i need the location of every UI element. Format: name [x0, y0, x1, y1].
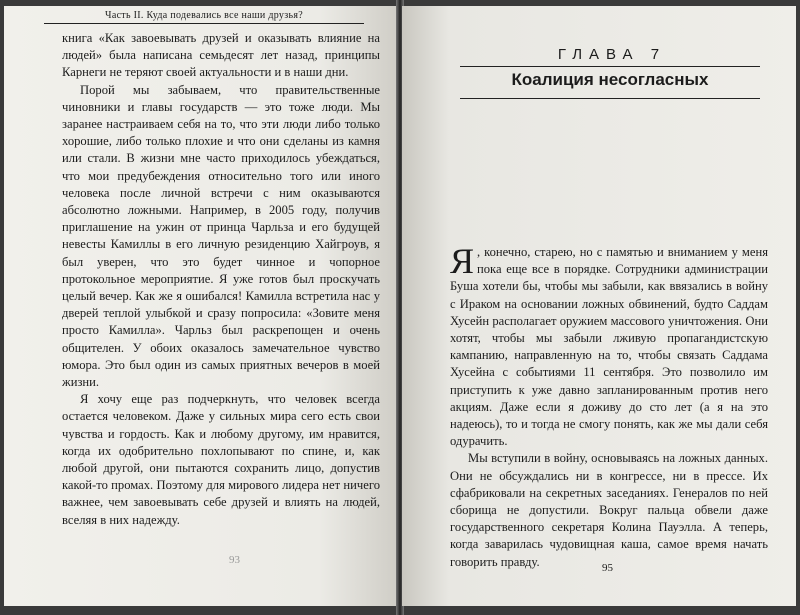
page-number: 95 [602, 562, 613, 574]
right-page-body [450, 241, 768, 571]
paragraph [450, 241, 768, 450]
running-head: Часть II. Куда подевались все наши друзья? [44, 10, 364, 24]
left-page-body [62, 30, 380, 529]
paragraph: Мы вступили в войну, основываясь на ложных данных. Они не обсуждались ни в конгрессе, ни в прессе. Их сфабриковали на секретных заседаниях. Генералов по ней сборища не допустили. Вокруг пальца обвели даже государственного секретаря Колина Пауэлла. А теперь, когда заварилась чудовищная каша, самое время начать говорить правду. [450, 451, 768, 569]
chapter-title: Коалиция несогласных [511, 70, 709, 89]
chapter-rule-bottom [460, 98, 760, 99]
paragraph: Я хочу еще раз подчеркнуть, что человек всегда остается человеком. Даже у сильных мира сего есть свои чувства и гордость. Как и любому другому, им нравится, когда их одобрительно похлопывают по спине, и, как любой другой, они пытаются сохранить лицо, допустив какой-то промах. Поэтому для мирового лидера нет ничего важнее, чем завоевывать себе друзей и влиять на людей, вселяя в них надежду. [62, 392, 380, 527]
drop-cap: Я [450, 241, 475, 281]
chapter-label: ГЛАВА 7 [557, 46, 667, 63]
chapter-rule-top [460, 66, 760, 67]
right-page [402, 6, 796, 606]
paragraph: Порой мы забываем, что правительственные чиновники и главы государств — это тоже люди. Мы заранее настраиваем себя на то, что эти люди либо только хорошие, либо только плохие и что они сделаны из камня или стали. В жизни мне часто приходилось убеждаться, что мои предубеждения относительно того или иного человека после личной встречи с ним оказываются абсолютно ложными. Например, в 2005 году, получив приглашение на ужин от принца Чарльза и его будущей невесты Камиллы в его личную резиденцию Хайгроув, я был уверен, что это будет чинное и чопорное протокольное мероприятие. Я уже готов был проскучать целый вечер. Как же я ошибался! Камилла встретила нас у дверей теплой улыбкой и сразу попросила: «Зовите меня просто Камилла». Чарльз был раскрепощен и очень общителен. У обоих оказалось замечательное чувство юмора. Это был один из самых приятных вечеров в моей жизни. [62, 82, 380, 390]
paragraph-text: , конечно, старею, но с памятью и вниманием у меня пока еще все в порядке. Сотрудники администрации Буша хотели бы, чтобы мы забыли, как ввязались в войну с Ираком на основании ложных обвинений, будто Саддам Хусейн располагает оружием массового уничтожения. Они хотят, чтобы мы забыли лживую пропагандистскую кампанию, направленную на то, чтобы связать Саддама Хусейна с событиями 11 сентября. Это позволило им приступить к уже давно запланированным против него акциям. Даже если я доживу до сто лет (а я на это надеюсь), то и тогда не смогу понять, как же мы дали себя одурачить. [450, 245, 768, 449]
left-page [4, 6, 398, 606]
paragraph: книга «Как завоевывать друзей и оказывать влияние на людей» была написана семьдесят лет назад, принципы Карнеги не теряют своей актуальности и в наши дни. [62, 31, 380, 80]
page-number: 93 [229, 554, 240, 566]
